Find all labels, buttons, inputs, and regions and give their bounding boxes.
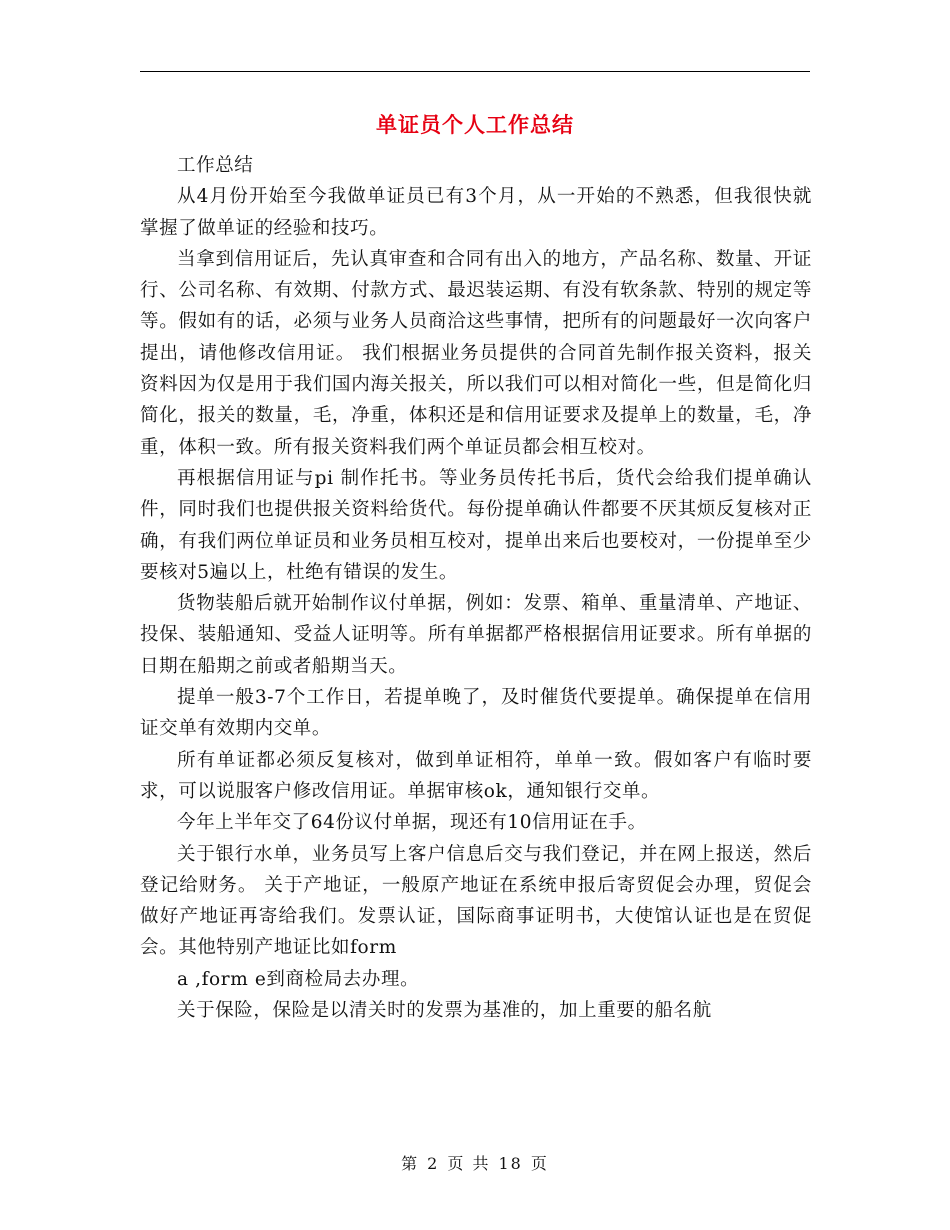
paragraph: 再根据信用证与pi 制作托书。等业务员传托书后，货代会给我们提单确认件，同时我们也提供报关资料给货代。每份提单确认件都要不厌其烦反复核对正确，有我们两位单证员和业务员相互校对，提单出来后也要校对，一份提单至少要核对5遍以上，杜绝有错误的发生。 — [140, 467, 812, 583]
document-title: 单证员个人工作总结 — [376, 112, 574, 137]
footer-label-page: 第 — [401, 1154, 420, 1173]
paragraph: 从4月份开始至今我做单证员已有3个月，从一开始的不熟悉，但我很快就掌握了做单证的经验和技巧。 — [140, 186, 812, 239]
paragraph: 关于保险，保险是以清关时的发票为基准的，加上重要的船名航 — [177, 1000, 712, 1022]
footer-label-end: 页 — [530, 1154, 549, 1173]
paragraph: 所有单证都必须反复核对，做到单证相符，单单一致。假如客户有临时要求，可以说服客户修改信用证。单据审核ok，通知银行交单。 — [140, 749, 812, 802]
page-footer — [140, 1152, 810, 1176]
document-body — [140, 150, 812, 1026]
footer-total-pages: 18 — [498, 1154, 523, 1173]
footer-current-page: 2 — [427, 1154, 440, 1173]
paragraph: 提单一般3-7个工作日，若提单晚了，及时催货代要提单。确保提单在信用证交单有效期内交单。 — [140, 687, 812, 740]
paragraph: 当拿到信用证后，先认真审查和合同有出入的地方，产品名称、数量、开证行、公司名称、有效期、付款方式、最迟装运期、有没有软条款、特别的规定等等。假如有的话，必须与业务人员商洽这些事情，把所有的问题最好一次向客户提出，请他修改信用证。 我们根据业务员提供的合同首先制作报关资料，报关资料因为仅是用于我们国内海关报关，所以我们可以相对简化一些，但是简化归简化，报关的数量，毛，净重，体积还是和信用证要求及提单上的数量，毛，净重，体积一致。所有报关资料我们两个单证员都会相互校对。 — [140, 248, 812, 458]
paragraph: 关于银行水单，业务员写上客户信息后交与我们登记，并在网上报送，然后登记给财务。 关于产地证，一般原产地证在系统申报后寄贸促会办理，贸促会做好产地证再寄给我们。发票认证，国际商事证明书，大使馆认证也是在贸促会。其他特别产地证比如form — [140, 843, 812, 959]
paragraph: 货物装船后就开始制作议付单据，例如：发票、箱单、重量清单、产地证、投保、装船通知、受益人证明等。所有单据都严格根据信用证要求。所有单据的日期在船期之前或者船期当天。 — [140, 593, 812, 677]
header-rule — [140, 71, 810, 72]
paragraph: a ,form e到商检局去办理。 — [177, 968, 420, 990]
footer-label-of: 页 共 — [447, 1154, 491, 1173]
paragraph: 工作总结 — [177, 155, 254, 176]
paragraph: 今年上半年交了64份议付单据，现还有10信用证在手。 — [177, 812, 647, 834]
